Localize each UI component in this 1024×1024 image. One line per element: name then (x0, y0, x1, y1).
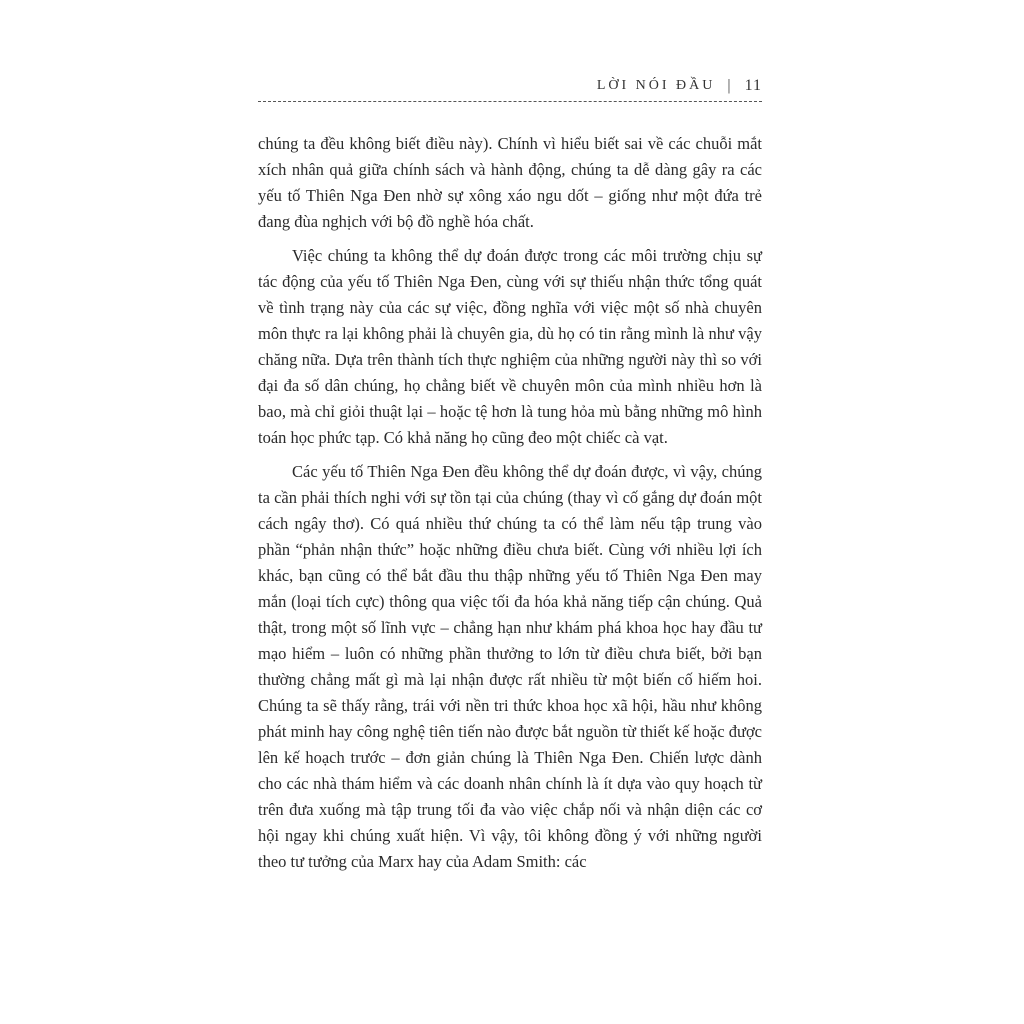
header-divider (258, 101, 762, 102)
running-header (258, 72, 762, 100)
body-text (258, 131, 762, 883)
page-number: 11 (744, 77, 762, 94)
paragraph-continued: chúng ta đều không biết điều này). Chính vì hiểu biết sai về các chuỗi mắt xích nhân quả giữa chính sách và hành động, chúng ta dễ dàng gây ra các yếu tố Thiên Nga Đen nhờ sự xông xáo ngu dốt – giống như một đứa trẻ đang đùa nghịch với bộ đồ nghề hóa chất. (258, 134, 762, 231)
paragraph: Các yếu tố Thiên Nga Đen đều không thể dự đoán được, vì vậy, chúng ta cần phải thích nghi với sự tồn tại của chúng (thay vì cố gắng dự đoán một cách ngây thơ). Có quá nhiều thứ chúng ta có thể làm nếu tập trung vào phần “phản nhận thức” hoặc những điều chưa biết. Cùng với nhiều lợi ích khác, bạn cũng có thể bắt đầu thu thập những yếu tố Thiên Nga Đen may mắn (loại tích cực) thông qua việc tối đa hóa khả năng tiếp cận chúng. Quả thật, trong một số lĩnh vực – chẳng hạn như khám phá khoa học hay đầu tư mạo hiểm – luôn có những phần thưởng to lớn từ điều chưa biết, bởi bạn thường chẳng mất gì mà lại nhận được rất nhiều từ một biến cố hiếm hoi. Chúng ta sẽ thấy rằng, trái với nền tri thức khoa học xã hội, hầu như không phát minh hay công nghệ tiên tiến nào được bắt nguồn từ thiết kế hoặc được lên kế hoạch trước – đơn giản chúng là Thiên Nga Đen. Chiến lược dành cho các nhà thám hiểm và các doanh nhân chính là ít dựa vào quy hoạch từ trên đưa xuống mà tập trung tối đa vào việc chắp nối và nhận diện các cơ hội ngay khi chúng xuất hiện. Vì vậy, tôi không đồng ý với những người theo tư tưởng của Marx hay của Adam Smith: các (258, 462, 762, 871)
header-separator: | (727, 77, 733, 94)
chapter-title: LỜI NÓI ĐẦU (596, 78, 716, 93)
paragraph: Việc chúng ta không thể dự đoán được trong các môi trường chịu sự tác động của yếu tố Thiên Nga Đen, cùng với sự thiếu nhận thức tổng quát về tình trạng này của các sự việc, đồng nghĩa với việc một số nhà chuyên môn thực ra lại không phải là chuyên gia, dù họ có tin rằng mình là như vậy chăng nữa. Dựa trên thành tích thực nghiệm của những người này thì so với đại đa số dân chúng, họ chẳng biết về chuyên môn của mình nhiều hơn là bao, mà chỉ giỏi thuật lại – hoặc tệ hơn là tung hỏa mù bằng những mô hình toán học phức tạp. Có khả năng họ cũng đeo một chiếc cà vạt. (258, 246, 762, 447)
